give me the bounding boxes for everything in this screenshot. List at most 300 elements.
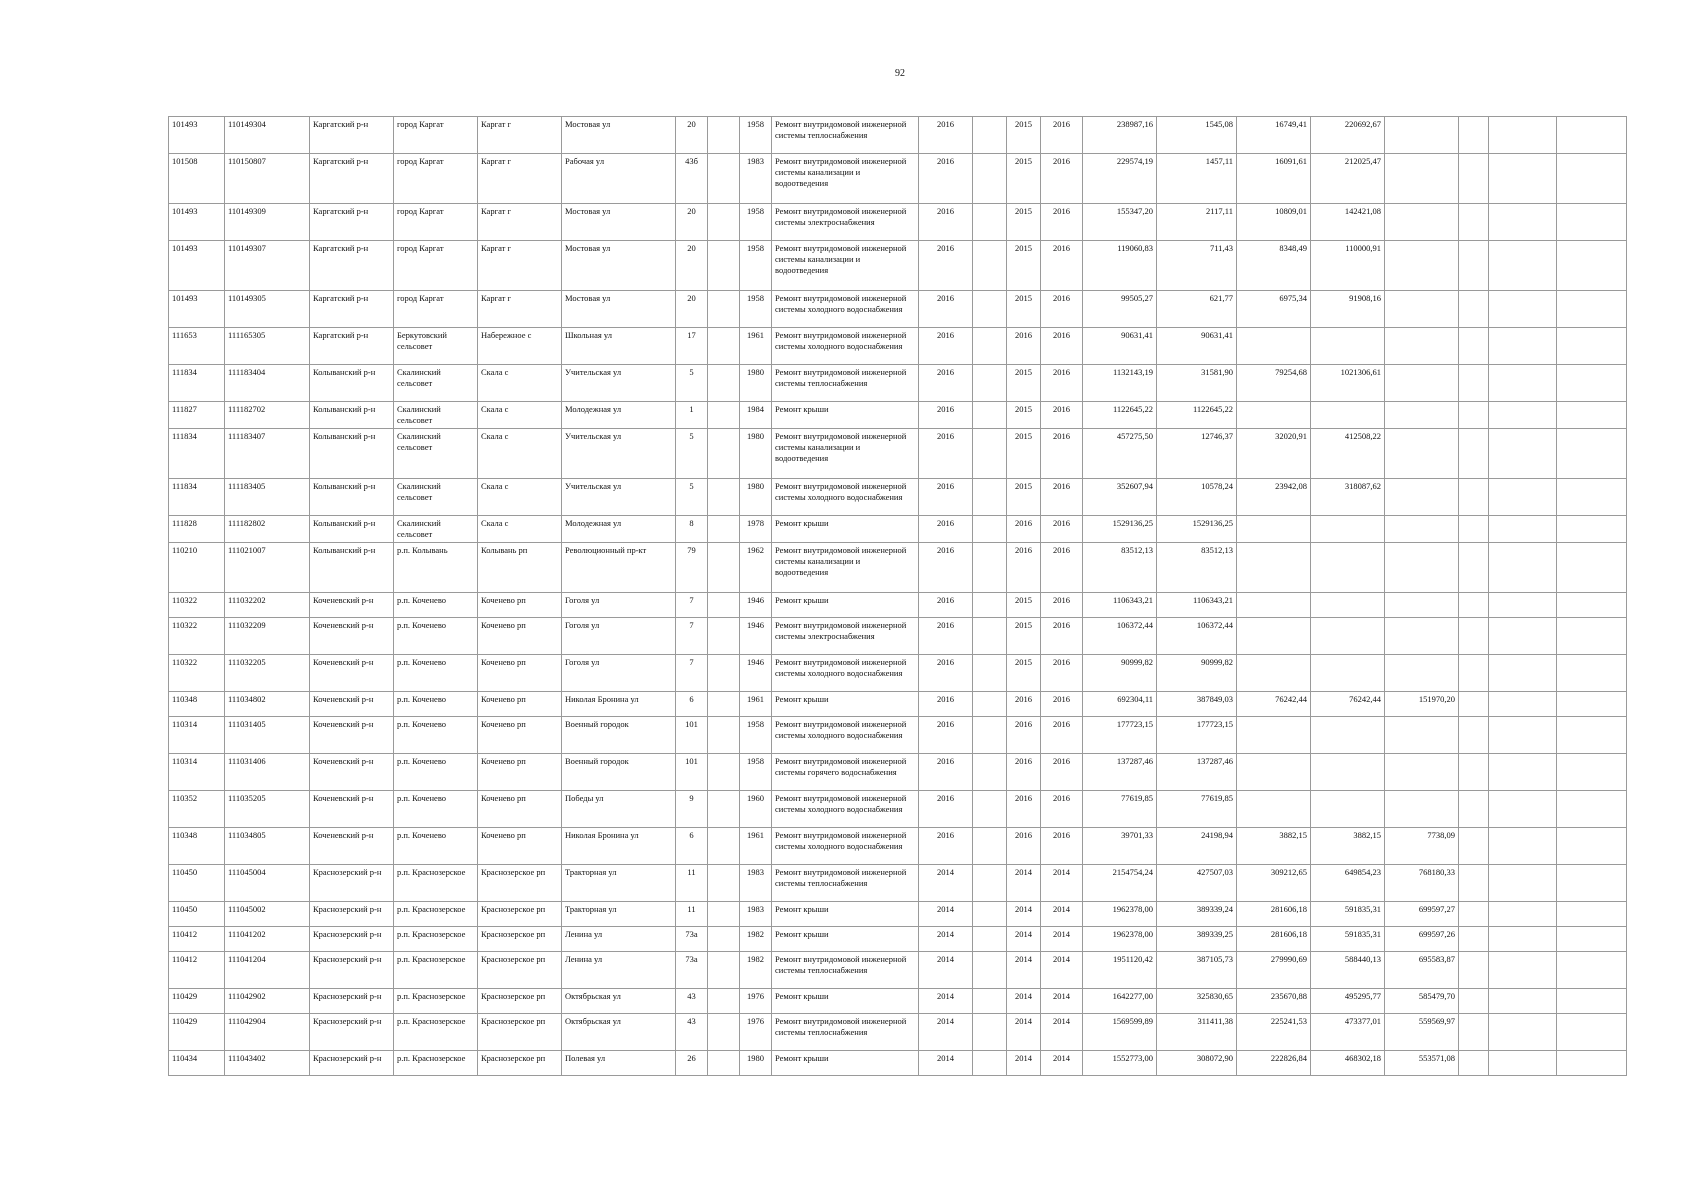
cell-work-type: Ремонт крыши	[772, 692, 919, 717]
cell-district: Краснозерский р-н	[310, 989, 394, 1014]
cell-locality: Краснозерское рп	[478, 1014, 562, 1051]
cell-plan-year: 2016	[919, 828, 973, 865]
cell-letter	[708, 479, 740, 516]
cell-district: Коченевский р-н	[310, 754, 394, 791]
cell-district: Коченевский р-н	[310, 828, 394, 865]
table-row	[169, 902, 1627, 927]
cell-id: 110429	[169, 1014, 225, 1051]
table-row	[169, 865, 1627, 902]
cell-locality: Коченево рп	[478, 655, 562, 692]
cell-municipality: город Каргат	[394, 204, 478, 241]
cell-work-type: Ремонт внутридомовой инженерной системы теплоснабжения	[772, 952, 919, 989]
cell-plan-year: 2016	[919, 479, 973, 516]
cell-plan-year: 2016	[919, 692, 973, 717]
cell-code: 111165305	[225, 328, 310, 365]
cell-amount-2	[1311, 593, 1385, 618]
cell-amount-1: 10809,01	[1237, 204, 1311, 241]
table-row	[169, 543, 1627, 593]
table-row	[169, 618, 1627, 655]
cell-municipality: р.п. Колывань	[394, 543, 478, 593]
cell-work-type: Ремонт крыши	[772, 593, 919, 618]
cell-end-year: 2016	[1041, 154, 1083, 204]
cell-empty	[1489, 204, 1557, 241]
cell-amount-2: 212025,47	[1311, 154, 1385, 204]
cell-start-year: 2015	[1007, 154, 1041, 204]
cell-total-cost: 1552773,00	[1083, 1051, 1157, 1076]
cell-work-type: Ремонт внутридомовой инженерной системы теплоснабжения	[772, 865, 919, 902]
cell-code: 111032205	[225, 655, 310, 692]
cell-work-type: Ремонт крыши	[772, 516, 919, 543]
cell-empty	[1489, 1051, 1557, 1076]
cell-amount-3	[1385, 593, 1459, 618]
cell-house: 17	[676, 328, 708, 365]
cell-empty	[973, 328, 1007, 365]
cell-work-type: Ремонт крыши	[772, 902, 919, 927]
table-row	[169, 791, 1627, 828]
cell-fund-cost: 90999,82	[1157, 655, 1237, 692]
cell-letter	[708, 902, 740, 927]
cell-municipality: Скалинский сельсовет	[394, 365, 478, 402]
cell-house: 43	[676, 1014, 708, 1051]
cell-municipality: р.п. Краснозерское	[394, 952, 478, 989]
cell-plan-year: 2014	[919, 902, 973, 927]
cell-fund-cost: 308072,90	[1157, 1051, 1237, 1076]
cell-plan-year: 2016	[919, 717, 973, 754]
cell-empty	[973, 402, 1007, 429]
cell-street: Школьная ул	[562, 328, 676, 365]
cell-district: Коченевский р-н	[310, 717, 394, 754]
cell-start-year: 2014	[1007, 927, 1041, 952]
cell-empty	[1459, 902, 1489, 927]
cell-plan-year: 2016	[919, 204, 973, 241]
cell-empty	[1459, 516, 1489, 543]
cell-fund-cost: 389339,25	[1157, 927, 1237, 952]
cell-total-cost: 90999,82	[1083, 655, 1157, 692]
cell-total-cost: 90631,41	[1083, 328, 1157, 365]
cell-total-cost: 2154754,24	[1083, 865, 1157, 902]
cell-amount-2	[1311, 516, 1385, 543]
cell-street: Гоголя ул	[562, 618, 676, 655]
cell-house: 8	[676, 516, 708, 543]
cell-year-built: 1958	[740, 204, 772, 241]
cell-district: Коченевский р-н	[310, 593, 394, 618]
cell-start-year: 2016	[1007, 328, 1041, 365]
cell-empty	[973, 1014, 1007, 1051]
cell-end-year: 2014	[1041, 989, 1083, 1014]
cell-empty	[973, 117, 1007, 154]
table-row	[169, 204, 1627, 241]
cell-plan-year: 2016	[919, 117, 973, 154]
cell-work-type: Ремонт внутридомовой инженерной системы канализации и водоотведения	[772, 543, 919, 593]
cell-empty	[1557, 1051, 1627, 1076]
cell-locality: Набережное с	[478, 328, 562, 365]
cell-house: 43	[676, 989, 708, 1014]
cell-locality: Коченево рп	[478, 692, 562, 717]
cell-empty	[1459, 989, 1489, 1014]
cell-start-year: 2016	[1007, 692, 1041, 717]
cell-amount-1: 309212,65	[1237, 865, 1311, 902]
cell-amount-3	[1385, 754, 1459, 791]
cell-amount-3: 695583,87	[1385, 952, 1459, 989]
cell-amount-1: 281606,18	[1237, 902, 1311, 927]
cell-amount-3	[1385, 291, 1459, 328]
cell-letter	[708, 429, 740, 479]
cell-letter	[708, 328, 740, 365]
cell-municipality: Скалинский сельсовет	[394, 479, 478, 516]
cell-total-cost: 1962378,00	[1083, 902, 1157, 927]
cell-locality: Колывань рп	[478, 543, 562, 593]
cell-code: 111182702	[225, 402, 310, 429]
cell-empty	[973, 1051, 1007, 1076]
cell-end-year: 2014	[1041, 902, 1083, 927]
cell-municipality: р.п. Коченево	[394, 655, 478, 692]
table-row	[169, 1051, 1627, 1076]
cell-work-type: Ремонт внутридомовой инженерной системы электроснабжения	[772, 204, 919, 241]
cell-year-built: 1982	[740, 952, 772, 989]
cell-start-year: 2016	[1007, 754, 1041, 791]
cell-locality: Краснозерское рп	[478, 927, 562, 952]
cell-house: 7	[676, 618, 708, 655]
cell-municipality: Скалинский сельсовет	[394, 402, 478, 429]
cell-empty	[1557, 618, 1627, 655]
cell-municipality: город Каргат	[394, 117, 478, 154]
cell-district: Краснозерский р-н	[310, 927, 394, 952]
cell-empty	[1489, 479, 1557, 516]
cell-municipality: р.п. Коченево	[394, 618, 478, 655]
cell-plan-year: 2016	[919, 328, 973, 365]
cell-house: 20	[676, 241, 708, 291]
cell-street: Тракторная ул	[562, 902, 676, 927]
cell-letter	[708, 828, 740, 865]
cell-empty	[1459, 117, 1489, 154]
cell-total-cost: 106372,44	[1083, 618, 1157, 655]
cell-start-year: 2016	[1007, 543, 1041, 593]
cell-id: 111834	[169, 365, 225, 402]
table-row	[169, 927, 1627, 952]
cell-house: 26	[676, 1051, 708, 1076]
cell-empty	[973, 479, 1007, 516]
cell-amount-1	[1237, 618, 1311, 655]
cell-letter	[708, 655, 740, 692]
cell-district: Каргатский р-н	[310, 204, 394, 241]
cell-fund-cost: 83512,13	[1157, 543, 1237, 593]
cell-amount-2	[1311, 655, 1385, 692]
cell-year-built: 1958	[740, 117, 772, 154]
cell-empty	[1489, 655, 1557, 692]
cell-fund-cost: 24198,94	[1157, 828, 1237, 865]
cell-locality: Коченево рп	[478, 618, 562, 655]
cell-empty	[1489, 618, 1557, 655]
cell-end-year: 2016	[1041, 429, 1083, 479]
cell-year-built: 1976	[740, 1014, 772, 1051]
cell-amount-1: 6975,34	[1237, 291, 1311, 328]
cell-amount-1: 222826,84	[1237, 1051, 1311, 1076]
cell-work-type: Ремонт внутридомовой инженерной системы горячего водоснабжения	[772, 754, 919, 791]
cell-amount-3: 699597,26	[1385, 927, 1459, 952]
cell-total-cost: 238987,16	[1083, 117, 1157, 154]
table-row	[169, 241, 1627, 291]
cell-end-year: 2016	[1041, 593, 1083, 618]
cell-end-year: 2016	[1041, 117, 1083, 154]
cell-locality: Краснозерское рп	[478, 1051, 562, 1076]
cell-empty	[1489, 117, 1557, 154]
cell-district: Колыванский р-н	[310, 365, 394, 402]
cell-district: Колыванский р-н	[310, 429, 394, 479]
table-row	[169, 1014, 1627, 1051]
cell-work-type: Ремонт внутридомовой инженерной системы теплоснабжения	[772, 1014, 919, 1051]
cell-empty	[1459, 717, 1489, 754]
cell-id: 110412	[169, 952, 225, 989]
cell-locality: Коченево рп	[478, 717, 562, 754]
cell-plan-year: 2016	[919, 618, 973, 655]
cell-empty	[1459, 291, 1489, 328]
cell-year-built: 1983	[740, 865, 772, 902]
cell-empty	[1557, 328, 1627, 365]
cell-empty	[1557, 828, 1627, 865]
cell-end-year: 2016	[1041, 618, 1083, 655]
cell-locality: Краснозерское рп	[478, 952, 562, 989]
cell-total-cost: 1106343,21	[1083, 593, 1157, 618]
cell-total-cost: 155347,20	[1083, 204, 1157, 241]
cell-amount-1	[1237, 791, 1311, 828]
cell-id: 110314	[169, 717, 225, 754]
table-row	[169, 328, 1627, 365]
cell-amount-3: 7738,09	[1385, 828, 1459, 865]
cell-amount-3	[1385, 717, 1459, 754]
cell-end-year: 2014	[1041, 865, 1083, 902]
cell-work-type: Ремонт внутридомовой инженерной системы холодного водоснабжения	[772, 828, 919, 865]
cell-amount-2: 76242,44	[1311, 692, 1385, 717]
cell-code: 111182802	[225, 516, 310, 543]
cell-total-cost: 692304,11	[1083, 692, 1157, 717]
cell-empty	[1489, 989, 1557, 1014]
cell-amount-2: 473377,01	[1311, 1014, 1385, 1051]
cell-amount-2: 318087,62	[1311, 479, 1385, 516]
cell-total-cost: 39701,33	[1083, 828, 1157, 865]
cell-locality: Скала с	[478, 402, 562, 429]
cell-year-built: 1962	[740, 543, 772, 593]
cell-fund-cost: 137287,46	[1157, 754, 1237, 791]
cell-empty	[1459, 791, 1489, 828]
cell-id: 110348	[169, 828, 225, 865]
cell-code: 111034802	[225, 692, 310, 717]
cell-empty	[1489, 241, 1557, 291]
cell-house: 1	[676, 402, 708, 429]
cell-amount-2	[1311, 717, 1385, 754]
cell-empty	[1459, 754, 1489, 791]
cell-code: 111041204	[225, 952, 310, 989]
cell-locality: Каргат г	[478, 241, 562, 291]
cell-amount-3	[1385, 479, 1459, 516]
cell-district: Каргатский р-н	[310, 291, 394, 328]
cell-fund-cost: 10578,24	[1157, 479, 1237, 516]
cell-id: 111834	[169, 429, 225, 479]
cell-empty	[1557, 117, 1627, 154]
cell-fund-cost: 1122645,22	[1157, 402, 1237, 429]
page-number: 92	[895, 68, 905, 79]
cell-letter	[708, 754, 740, 791]
cell-empty	[1459, 241, 1489, 291]
cell-street: Мостовая ул	[562, 241, 676, 291]
cell-municipality: р.п. Краснозерское	[394, 902, 478, 927]
cell-amount-2: 142421,08	[1311, 204, 1385, 241]
cell-year-built: 1982	[740, 927, 772, 952]
cell-plan-year: 2016	[919, 402, 973, 429]
cell-end-year: 2016	[1041, 204, 1083, 241]
cell-start-year: 2015	[1007, 117, 1041, 154]
cell-start-year: 2015	[1007, 291, 1041, 328]
cell-plan-year: 2014	[919, 1014, 973, 1051]
cell-year-built: 1983	[740, 902, 772, 927]
cell-municipality: р.п. Краснозерское	[394, 927, 478, 952]
cell-id: 110322	[169, 593, 225, 618]
cell-municipality: город Каргат	[394, 154, 478, 204]
cell-house: 101	[676, 754, 708, 791]
cell-amount-1	[1237, 717, 1311, 754]
cell-start-year: 2016	[1007, 717, 1041, 754]
cell-district: Каргатский р-н	[310, 117, 394, 154]
cell-municipality: р.п. Коченево	[394, 828, 478, 865]
cell-street: Николая Бронина ул	[562, 692, 676, 717]
cell-year-built: 1961	[740, 328, 772, 365]
cell-empty	[1557, 989, 1627, 1014]
table-row	[169, 479, 1627, 516]
table-row	[169, 952, 1627, 989]
cell-street: Молодежная ул	[562, 516, 676, 543]
cell-district: Краснозерский р-н	[310, 865, 394, 902]
cell-district: Краснозерский р-н	[310, 1014, 394, 1051]
cell-district: Краснозерский р-н	[310, 952, 394, 989]
table-row	[169, 655, 1627, 692]
cell-code: 111034805	[225, 828, 310, 865]
cell-amount-3	[1385, 154, 1459, 204]
cell-district: Коченевский р-н	[310, 692, 394, 717]
cell-work-type: Ремонт внутридомовой инженерной системы холодного водоснабжения	[772, 328, 919, 365]
cell-id: 111834	[169, 479, 225, 516]
cell-street: Учительская ул	[562, 479, 676, 516]
table-row	[169, 717, 1627, 754]
cell-fund-cost: 90631,41	[1157, 328, 1237, 365]
cell-amount-1: 225241,53	[1237, 1014, 1311, 1051]
cell-amount-1	[1237, 754, 1311, 791]
cell-fund-cost: 1106343,21	[1157, 593, 1237, 618]
cell-empty	[1557, 754, 1627, 791]
cell-street: Военный городок	[562, 754, 676, 791]
cell-end-year: 2014	[1041, 927, 1083, 952]
cell-amount-2	[1311, 618, 1385, 655]
cell-letter	[708, 543, 740, 593]
cell-work-type: Ремонт внутридомовой инженерной системы электроснабжения	[772, 618, 919, 655]
cell-letter	[708, 365, 740, 402]
cell-amount-3	[1385, 365, 1459, 402]
cell-letter	[708, 291, 740, 328]
cell-code: 111045004	[225, 865, 310, 902]
cell-letter	[708, 952, 740, 989]
cell-fund-cost: 106372,44	[1157, 618, 1237, 655]
cell-amount-2: 649854,23	[1311, 865, 1385, 902]
cell-street: Учительская ул	[562, 429, 676, 479]
cell-code: 111031406	[225, 754, 310, 791]
cell-letter	[708, 204, 740, 241]
cell-empty	[1557, 402, 1627, 429]
cell-code: 110149304	[225, 117, 310, 154]
cell-code: 111043402	[225, 1051, 310, 1076]
cell-amount-1: 279990,69	[1237, 952, 1311, 989]
cell-street: Тракторная ул	[562, 865, 676, 902]
cell-fund-cost: 311411,38	[1157, 1014, 1237, 1051]
cell-letter	[708, 117, 740, 154]
cell-house: 101	[676, 717, 708, 754]
cell-district: Колыванский р-н	[310, 543, 394, 593]
cell-empty	[1557, 927, 1627, 952]
cell-amount-1: 16749,41	[1237, 117, 1311, 154]
cell-id: 110210	[169, 543, 225, 593]
cell-code: 110149305	[225, 291, 310, 328]
cell-amount-3	[1385, 402, 1459, 429]
cell-letter	[708, 989, 740, 1014]
cell-street: Октябрьская ул	[562, 1014, 676, 1051]
cell-empty	[1557, 952, 1627, 989]
cell-empty	[1489, 865, 1557, 902]
cell-municipality: р.п. Коченево	[394, 717, 478, 754]
cell-plan-year: 2014	[919, 952, 973, 989]
cell-work-type: Ремонт внутридомовой инженерной системы канализации и водоотведения	[772, 154, 919, 204]
cell-amount-1	[1237, 543, 1311, 593]
cell-year-built: 1978	[740, 516, 772, 543]
cell-amount-2	[1311, 791, 1385, 828]
table-row	[169, 989, 1627, 1014]
cell-empty	[1459, 543, 1489, 593]
cell-amount-1: 235670,88	[1237, 989, 1311, 1014]
cell-code: 111042904	[225, 1014, 310, 1051]
cell-start-year: 2014	[1007, 989, 1041, 1014]
cell-start-year: 2014	[1007, 902, 1041, 927]
cell-amount-3	[1385, 328, 1459, 365]
cell-empty	[973, 241, 1007, 291]
cell-start-year: 2015	[1007, 655, 1041, 692]
cell-year-built: 1980	[740, 365, 772, 402]
cell-letter	[708, 402, 740, 429]
cell-house: 20	[676, 117, 708, 154]
cell-work-type: Ремонт внутридомовой инженерной системы теплоснабжения	[772, 117, 919, 154]
cell-house: 7	[676, 593, 708, 618]
cell-end-year: 2016	[1041, 717, 1083, 754]
repair-registry-table	[168, 116, 1627, 1076]
cell-locality: Коченево рп	[478, 754, 562, 791]
cell-end-year: 2016	[1041, 328, 1083, 365]
cell-empty	[1489, 365, 1557, 402]
cell-empty	[1489, 328, 1557, 365]
cell-code: 111041202	[225, 927, 310, 952]
cell-plan-year: 2016	[919, 241, 973, 291]
cell-end-year: 2016	[1041, 655, 1083, 692]
cell-id: 110352	[169, 791, 225, 828]
cell-id: 111828	[169, 516, 225, 543]
cell-empty	[1489, 717, 1557, 754]
cell-fund-cost: 325830,65	[1157, 989, 1237, 1014]
cell-id: 110412	[169, 927, 225, 952]
cell-municipality: р.п. Краснозерское	[394, 1014, 478, 1051]
cell-code: 111035205	[225, 791, 310, 828]
cell-id: 110429	[169, 989, 225, 1014]
cell-id: 111653	[169, 328, 225, 365]
cell-id: 110450	[169, 865, 225, 902]
cell-end-year: 2014	[1041, 1051, 1083, 1076]
cell-fund-cost: 387105,73	[1157, 952, 1237, 989]
cell-total-cost: 352607,94	[1083, 479, 1157, 516]
cell-district: Коченевский р-н	[310, 791, 394, 828]
cell-empty	[1489, 154, 1557, 204]
